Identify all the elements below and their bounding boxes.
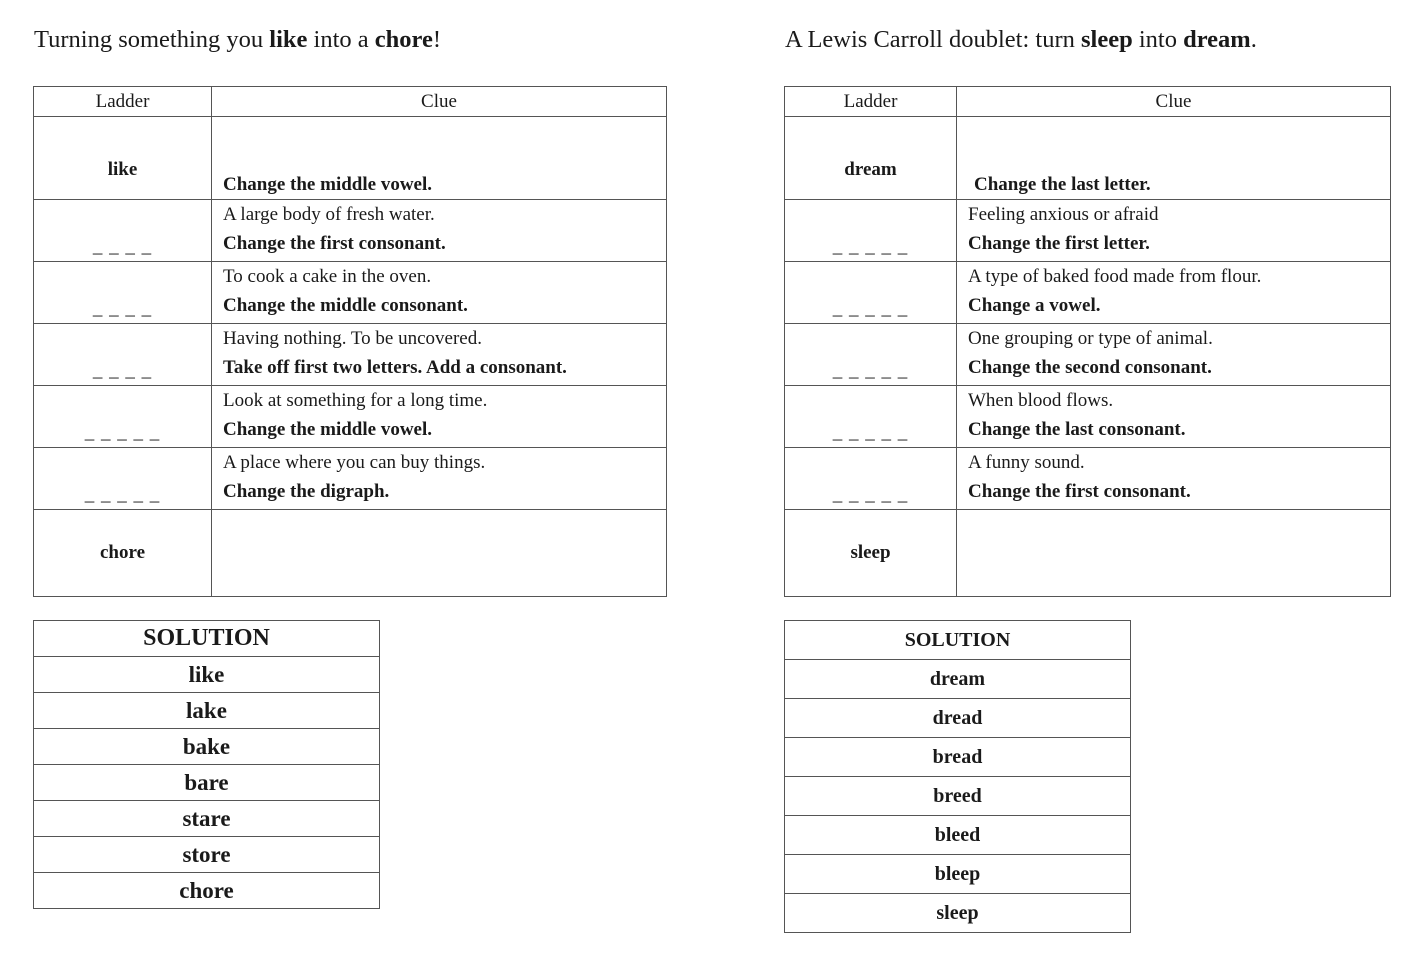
clue-column-header: Clue <box>957 87 1391 117</box>
heading-end-word: dream <box>1183 26 1251 53</box>
solution-word: dream <box>785 660 1131 699</box>
clue-cell <box>212 262 667 324</box>
left-puzzle-heading <box>34 26 441 54</box>
table-row <box>34 200 667 262</box>
solution-title: SOLUTION <box>34 621 380 657</box>
clue-cell <box>212 448 667 510</box>
answer-blank[interactable] <box>785 200 957 262</box>
solution-word: stare <box>34 801 380 837</box>
blank-placeholder: _ _ _ _ <box>92 298 153 319</box>
blank-placeholder: _ _ _ _ <box>92 360 153 381</box>
clue-action: Change the last consonant. <box>968 419 1186 440</box>
table-row <box>785 324 1391 386</box>
clue-text: A large body of fresh water. <box>223 204 435 225</box>
left-ladder-table <box>33 86 667 597</box>
solution-word: bleed <box>785 816 1131 855</box>
clue-action: Change the digraph. <box>223 481 390 502</box>
clue-action: Change the second consonant. <box>968 357 1212 378</box>
answer-blank[interactable] <box>34 200 212 262</box>
blank-placeholder: _ _ _ _ _ <box>84 422 161 443</box>
clue-action: Change the first letter. <box>968 233 1150 254</box>
clue-action: Change the middle vowel. <box>223 419 432 440</box>
solution-word: bleep <box>785 855 1131 894</box>
clue-cell <box>957 117 1391 200</box>
clue-cell <box>957 200 1391 262</box>
empty-clue-cell <box>212 510 667 597</box>
clue-text: Having nothing. To be uncovered. <box>223 328 482 349</box>
start-word: like <box>34 117 212 200</box>
answer-blank[interactable] <box>34 324 212 386</box>
clue-text: A place where you can buy things. <box>223 452 486 473</box>
solution-word: store <box>34 837 380 873</box>
clue-column-header: Clue <box>212 87 667 117</box>
blank-placeholder: _ _ _ _ _ <box>832 422 909 443</box>
heading-start-word: sleep <box>1081 26 1133 53</box>
table-row <box>34 262 667 324</box>
table-row <box>785 117 1391 200</box>
solution-word: breed <box>785 777 1131 816</box>
heading-start-word: like <box>269 26 308 53</box>
start-word: dream <box>785 117 957 200</box>
clue-cell <box>957 262 1391 324</box>
clue-action: Change the first consonant. <box>223 233 446 254</box>
end-word: sleep <box>785 510 957 597</box>
answer-blank[interactable] <box>785 448 957 510</box>
answer-blank[interactable] <box>785 324 957 386</box>
clue-text: Look at something for a long time. <box>223 390 488 411</box>
clue-cell <box>212 386 667 448</box>
left-solution-table <box>33 620 380 909</box>
clue-text: When blood flows. <box>968 390 1114 411</box>
ladder-column-header: Ladder <box>785 87 957 117</box>
clue-action: Take off first two letters. Add a consonant. <box>223 357 567 378</box>
blank-placeholder: _ _ _ _ _ <box>832 360 909 381</box>
clue-text: To cook a cake in the oven. <box>223 266 432 287</box>
clue-action: Change the middle vowel. <box>223 174 432 195</box>
table-row <box>785 386 1391 448</box>
solution-word: lake <box>34 693 380 729</box>
solution-title: SOLUTION <box>785 621 1131 660</box>
answer-blank[interactable] <box>785 386 957 448</box>
solution-word: dread <box>785 699 1131 738</box>
clue-action: Change a vowel. <box>968 295 1101 316</box>
heading-text: Turning something you <box>34 26 270 53</box>
clue-action: Change the first consonant. <box>968 481 1191 502</box>
clue-text: Feeling anxious or afraid <box>968 204 1159 225</box>
heading-text: into a <box>307 26 375 53</box>
clue-cell <box>957 448 1391 510</box>
solution-word: chore <box>34 873 380 909</box>
clue-text: One grouping or type of animal. <box>968 328 1213 349</box>
solution-word: bare <box>34 765 380 801</box>
blank-placeholder: _ _ _ _ _ <box>832 236 909 257</box>
table-row <box>785 200 1391 262</box>
blank-placeholder: _ _ _ _ <box>92 236 153 257</box>
heading-text: A Lewis Carroll doublet: turn <box>785 26 1081 53</box>
right-ladder-table <box>784 86 1391 597</box>
table-header-row <box>34 87 667 117</box>
answer-blank[interactable] <box>785 262 957 324</box>
clue-action: Change the middle consonant. <box>223 295 468 316</box>
answer-blank[interactable] <box>34 262 212 324</box>
solution-word: like <box>34 657 380 693</box>
table-row <box>34 510 667 597</box>
clue-text: A type of baked food made from flour. <box>968 266 1262 287</box>
heading-text: ! <box>432 26 442 53</box>
clue-cell <box>212 200 667 262</box>
solution-word: bake <box>34 729 380 765</box>
table-header-row <box>785 87 1391 117</box>
right-solution-table <box>784 620 1131 933</box>
clue-cell <box>957 386 1391 448</box>
table-row <box>785 448 1391 510</box>
ladder-column-header: Ladder <box>34 87 212 117</box>
right-puzzle-heading <box>785 26 1257 54</box>
empty-clue-cell <box>957 510 1391 597</box>
table-row <box>785 262 1391 324</box>
heading-end-word: chore <box>374 26 433 53</box>
end-word: chore <box>34 510 212 597</box>
answer-blank[interactable] <box>34 448 212 510</box>
table-row <box>34 324 667 386</box>
blank-placeholder: _ _ _ _ _ <box>832 484 909 505</box>
clue-action: Change the last letter. <box>974 174 1151 195</box>
clue-cell <box>212 117 667 200</box>
solution-word: sleep <box>785 894 1131 933</box>
blank-placeholder: _ _ _ _ _ <box>832 298 909 319</box>
table-row <box>34 386 667 448</box>
clue-text: A funny sound. <box>968 452 1085 473</box>
clue-cell <box>957 324 1391 386</box>
heading-text: . <box>1250 26 1257 53</box>
table-row <box>34 448 667 510</box>
heading-text: into <box>1132 26 1184 53</box>
table-row <box>34 117 667 200</box>
blank-placeholder: _ _ _ _ _ <box>84 484 161 505</box>
table-row <box>785 510 1391 597</box>
solution-word: bread <box>785 738 1131 777</box>
answer-blank[interactable] <box>34 386 212 448</box>
clue-cell <box>212 324 667 386</box>
